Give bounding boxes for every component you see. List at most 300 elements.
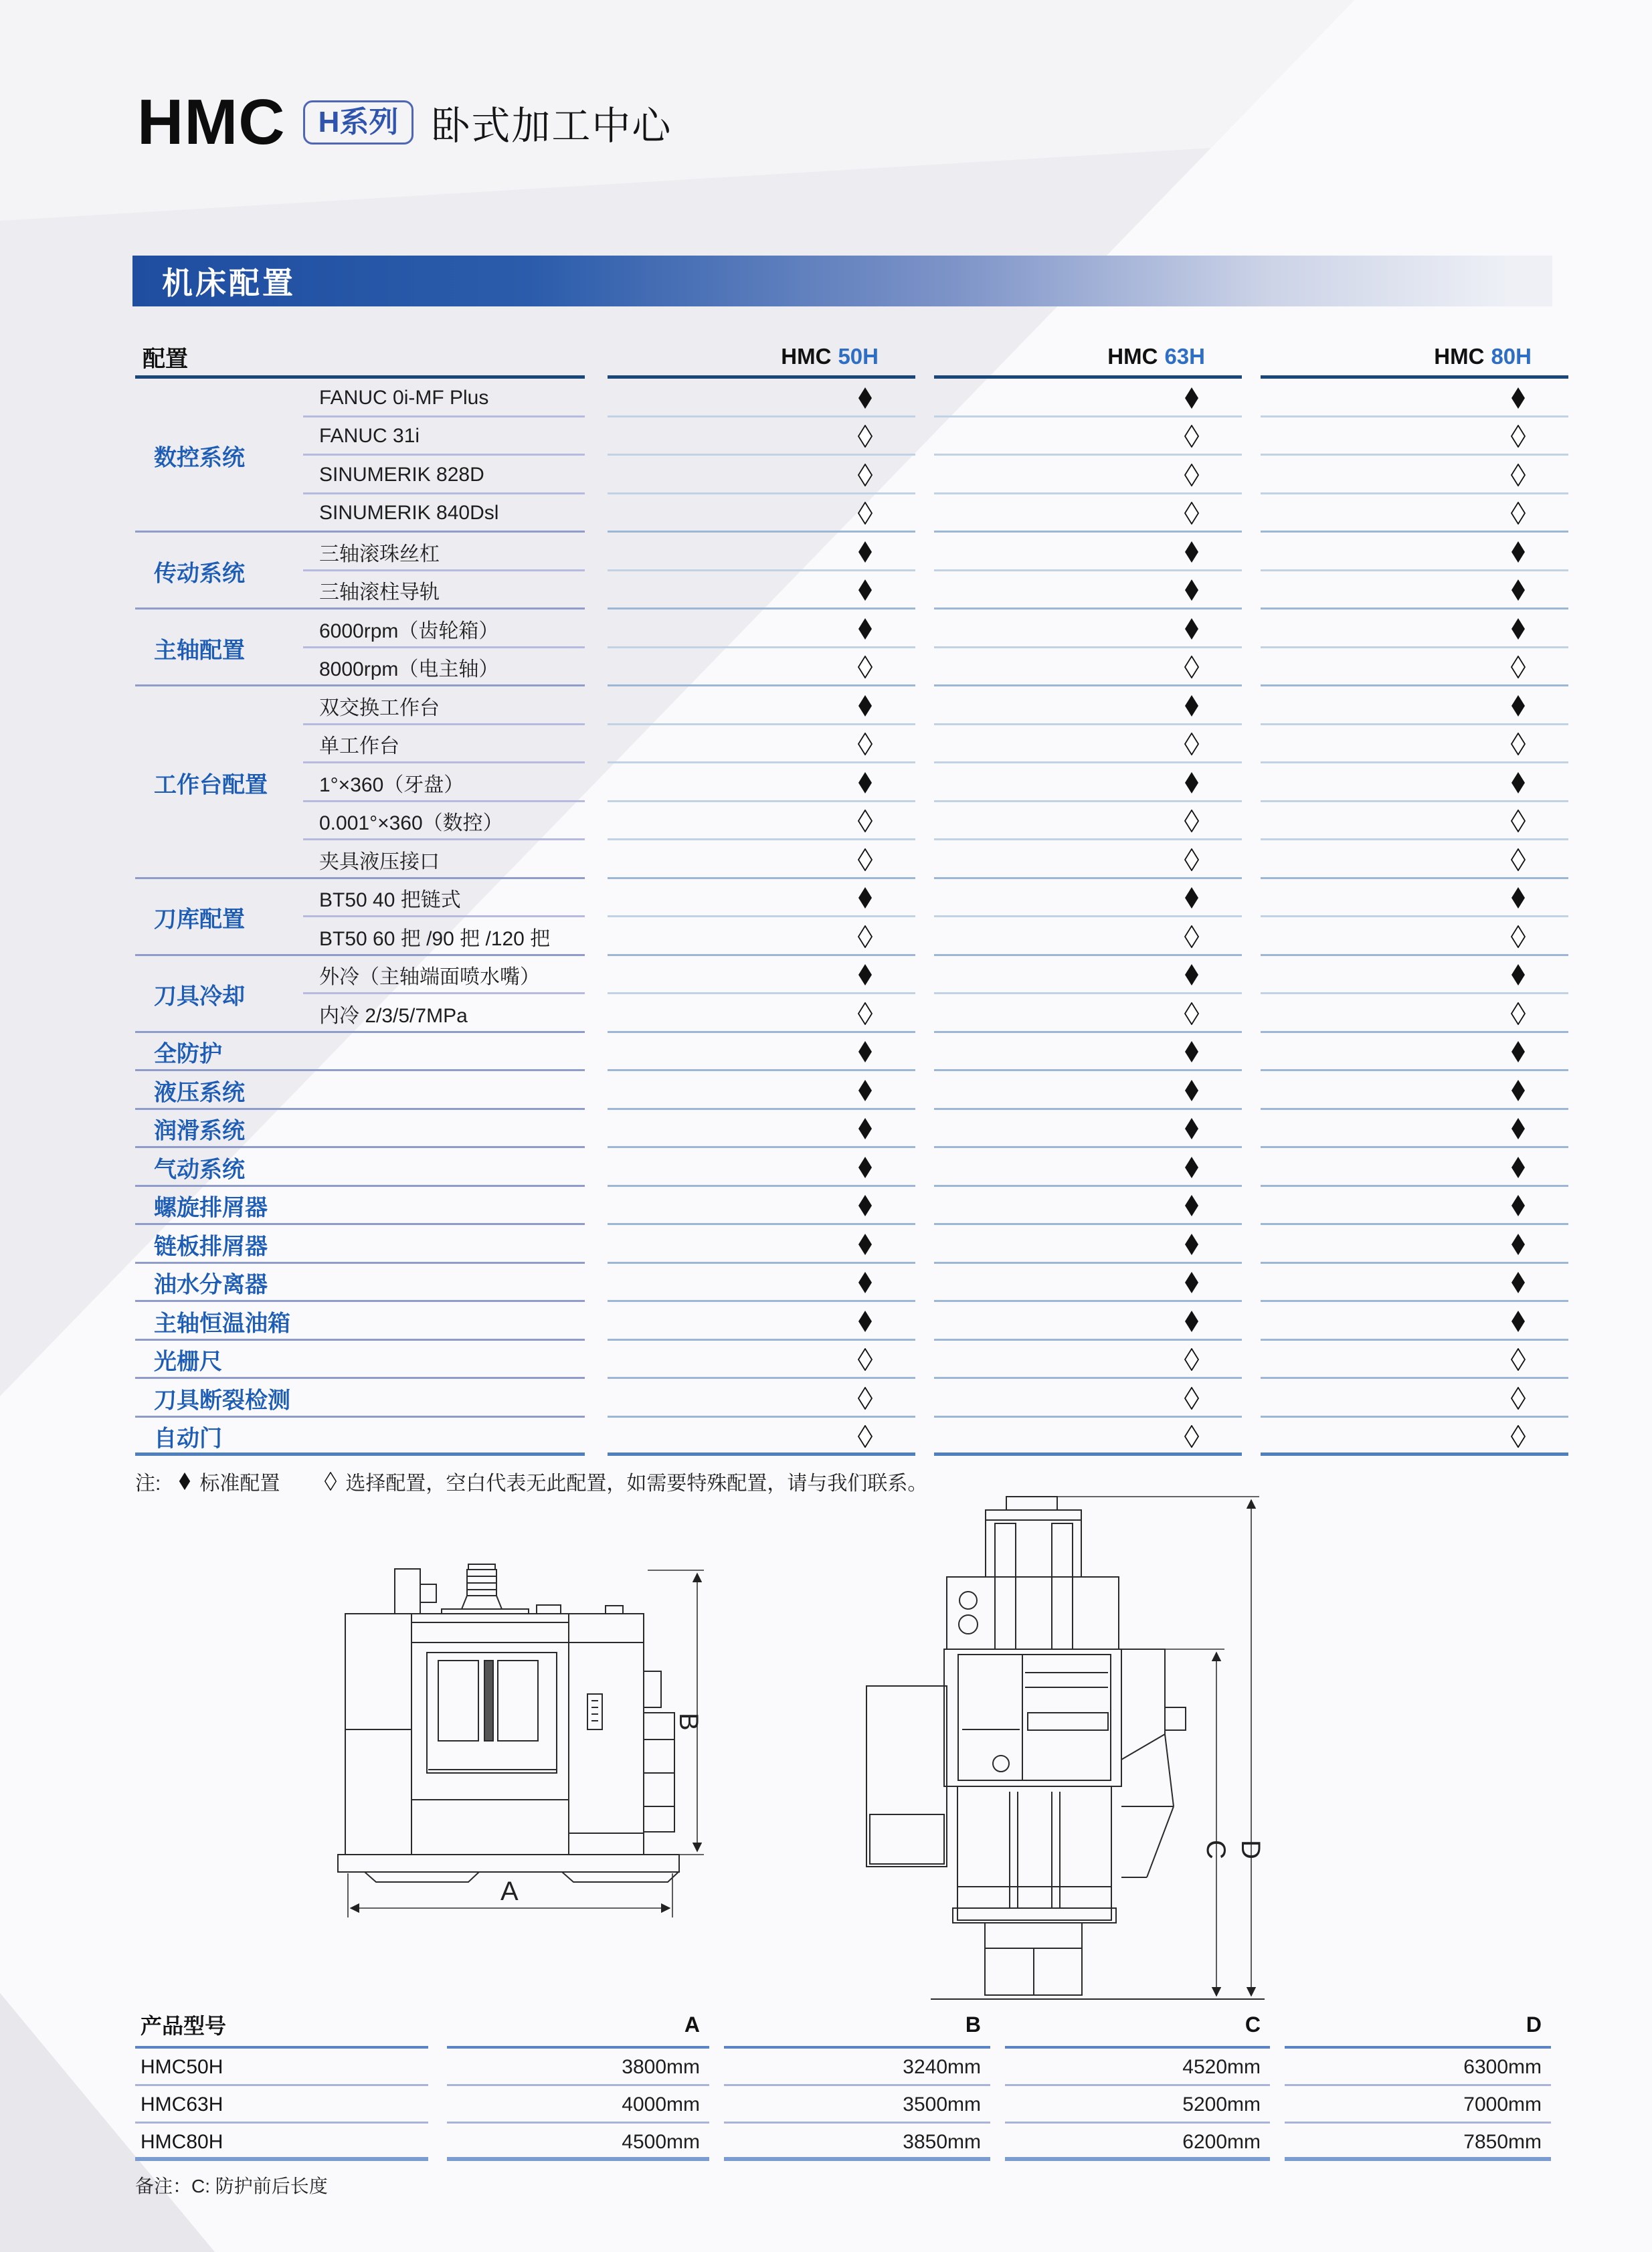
config-item-label: 双交换工作台 (319, 696, 440, 719)
standard-diamond-icon (858, 1194, 873, 1217)
config-value-cell (1261, 763, 1568, 802)
config-item-label: BT50 40 把链式 (319, 889, 461, 912)
section-title: 机床配置 (162, 266, 296, 300)
dimension-header-a: A (447, 2000, 709, 2049)
config-item-label: 外冷（主轴端面喷水嘴） (319, 966, 540, 989)
optional-diamond-icon (858, 464, 873, 486)
config-value-cell (608, 494, 915, 533)
config-category-label: 刀具冷却 (154, 983, 245, 1010)
config-row (135, 533, 1568, 571)
config-value-cell (1261, 1264, 1568, 1303)
config-category-label: 光栅尺 (154, 1349, 222, 1375)
config-value-cell (1261, 1379, 1568, 1418)
config-row (135, 648, 1568, 687)
config-value-cell (1261, 1148, 1568, 1187)
config-item-label: FANUC 31i (319, 425, 420, 448)
config-value-cell (608, 417, 915, 456)
dimension-header-d: D (1285, 2000, 1551, 2049)
config-category-label: 自动门 (154, 1426, 222, 1452)
config-row (135, 879, 1568, 918)
standard-diamond-icon (858, 771, 873, 794)
config-row (135, 763, 1568, 802)
optional-diamond-icon (1511, 1425, 1526, 1448)
optional-diamond-icon (1184, 733, 1199, 755)
config-value-cell (934, 456, 1242, 494)
config-value-cell (608, 533, 915, 571)
config-value-cell (608, 763, 915, 802)
standard-diamond-icon (1184, 1079, 1199, 1102)
config-group (135, 879, 1568, 956)
config-header-model-50h: HMC 50H (608, 335, 915, 379)
machine-drawings (294, 1469, 1298, 2014)
config-category-label: 传动系统 (154, 561, 245, 586)
config-item-label: BT50 60 把 /90 把 /120 把 (319, 927, 551, 950)
dimension-value-cell: 3240mm (724, 2049, 990, 2086)
config-value-cell (608, 571, 915, 610)
dimension-footnote: 备注：C: 防护前后长度 (135, 2176, 328, 2196)
config-row (135, 571, 1568, 610)
config-category-label: 润滑系统 (154, 1118, 245, 1144)
optional-diamond-icon (1184, 925, 1199, 948)
config-value-cell (1261, 917, 1568, 956)
optional-diamond-icon (1184, 1425, 1199, 1448)
config-value-cell (1261, 802, 1568, 841)
optional-diamond-icon (1511, 1002, 1526, 1025)
section-header-bar (132, 256, 1552, 306)
config-category-label: 主轴恒温油箱 (154, 1311, 290, 1337)
config-row (135, 1148, 1568, 1187)
optional-diamond-icon (1511, 464, 1526, 486)
standard-diamond-icon (858, 963, 873, 986)
optional-diamond-icon (1511, 656, 1526, 678)
config-header-label: 配置 (135, 335, 585, 379)
dim-label-a: A (500, 1877, 519, 1906)
config-header-model-63h: HMC 63H (934, 335, 1242, 379)
config-group (135, 1110, 1568, 1149)
config-value-cell (608, 802, 915, 841)
config-value-cell (1261, 571, 1568, 610)
config-category-label: 螺旋排屑器 (154, 1195, 268, 1221)
standard-diamond-icon (858, 1117, 873, 1140)
standard-diamond-icon (1184, 771, 1199, 794)
standard-diamond-icon (1511, 1117, 1526, 1140)
config-value-cell (934, 840, 1242, 879)
config-value-cell (1261, 994, 1568, 1033)
optional-diamond-icon (858, 425, 873, 448)
standard-diamond-icon (1511, 1194, 1526, 1217)
optional-diamond-icon (1184, 656, 1199, 678)
standard-diamond-icon (858, 1310, 873, 1333)
config-value-cell (934, 1379, 1242, 1418)
config-group (135, 1379, 1568, 1418)
dim-label-c: C (1201, 1840, 1230, 1859)
config-value-cell (934, 1341, 1242, 1380)
standard-diamond-icon (1184, 1156, 1199, 1179)
brand-logo: HMC (137, 86, 286, 158)
optional-diamond-icon (858, 1425, 873, 1448)
config-value-cell (608, 1341, 915, 1380)
dim-label-d: D (1236, 1840, 1265, 1859)
config-value-cell (608, 456, 915, 494)
config-value-cell (608, 1379, 915, 1418)
standard-diamond-icon (1511, 1271, 1526, 1294)
config-value-cell (608, 917, 915, 956)
config-value-cell (934, 1418, 1242, 1457)
standard-diamond-icon (1184, 1233, 1199, 1256)
config-item-label: 夹具液压接口 (319, 850, 440, 873)
dimension-table-header (135, 2000, 1551, 2049)
config-item-label: 8000rpm（电主轴） (319, 658, 499, 681)
config-row-label-cell (135, 840, 585, 879)
config-value-cell (608, 686, 915, 725)
dimension-value-cell: 4520mm (1005, 2049, 1270, 2086)
config-value-cell (608, 879, 915, 918)
config-item-label: 6000rpm（齿轮箱） (319, 620, 499, 642)
optional-diamond-icon (1184, 502, 1199, 525)
standard-diamond-icon (1511, 886, 1526, 909)
config-group (135, 1148, 1568, 1187)
config-value-cell (1261, 609, 1568, 648)
dimension-row (135, 2086, 1551, 2124)
optional-diamond-icon (1511, 733, 1526, 755)
config-value-cell (1261, 1071, 1568, 1110)
config-category-label: 液压系统 (154, 1080, 245, 1106)
config-item-label: 0.001°×360（数控） (319, 812, 503, 835)
standard-diamond-icon (858, 387, 873, 409)
config-value-cell (1261, 1110, 1568, 1149)
title-suffix: 卧式加工中心 (431, 104, 672, 148)
config-value-cell (1261, 494, 1568, 533)
product-dimension-table (135, 2000, 1551, 2161)
config-row (135, 1418, 1568, 1457)
standard-diamond-icon (1184, 541, 1199, 563)
legend-optional-label: 选择配置，空白代表无此配置，如需要特殊配置，请与我们联系。 (345, 1473, 928, 1495)
standard-diamond-icon (1184, 886, 1199, 909)
standard-diamond-icon (1184, 579, 1199, 601)
config-value-cell (934, 533, 1242, 571)
standard-diamond-icon (858, 886, 873, 909)
config-row (135, 1379, 1568, 1418)
config-value-cell (934, 1264, 1242, 1303)
config-value-cell (934, 725, 1242, 764)
config-value-cell (934, 1225, 1242, 1264)
standard-diamond-icon (1511, 1040, 1526, 1063)
config-group (135, 1341, 1568, 1380)
optional-diamond-icon (1511, 1348, 1526, 1371)
optional-diamond-icon (1184, 1348, 1199, 1371)
config-item-label: FANUC 0i-MF Plus (319, 386, 489, 409)
standard-diamond-icon (858, 1271, 873, 1294)
config-row (135, 917, 1568, 956)
standard-diamond-icon (1184, 1310, 1199, 1333)
dimension-header-model: 产品型号 (135, 2000, 428, 2049)
config-item-label: 1°×360（牙盘） (319, 773, 464, 796)
config-value-cell (934, 571, 1242, 610)
config-group (135, 1187, 1568, 1226)
config-table-header (135, 335, 1568, 379)
dimension-value-cell: 6300mm (1285, 2049, 1551, 2086)
config-row (135, 1264, 1568, 1303)
optional-diamond-icon (1511, 502, 1526, 525)
standard-diamond-icon (1184, 694, 1199, 717)
config-value-cell (1261, 1187, 1568, 1226)
config-category-label: 链板排屑器 (154, 1234, 268, 1260)
dimension-value-cell: 3800mm (447, 2049, 709, 2086)
optional-diamond-icon (1511, 425, 1526, 448)
config-value-cell (1261, 1341, 1568, 1380)
config-value-cell (1261, 1302, 1568, 1341)
config-row (135, 956, 1568, 995)
config-item-label: 三轴滚柱导轨 (319, 581, 440, 604)
optional-diamond-icon (1184, 1387, 1199, 1410)
config-row (135, 417, 1568, 456)
optional-diamond-icon (1511, 810, 1526, 832)
config-value-cell (608, 840, 915, 879)
standard-diamond-icon (1184, 1194, 1199, 1217)
config-row (135, 1225, 1568, 1264)
standard-diamond-icon (1511, 387, 1526, 409)
page-title (137, 86, 672, 159)
config-row-label-cell (135, 686, 585, 725)
config-group (135, 1071, 1568, 1110)
config-item-label: 三轴滚珠丝杠 (319, 543, 440, 565)
config-item-label: SINUMERIK 840Dsl (319, 502, 499, 525)
dimension-table-body (135, 2049, 1551, 2161)
config-group (135, 1418, 1568, 1457)
config-value-cell (934, 494, 1242, 533)
config-value-cell (934, 686, 1242, 725)
config-row (135, 456, 1568, 494)
standard-diamond-icon (858, 579, 873, 601)
standard-diamond-icon (858, 1040, 873, 1063)
dimension-header-b: B (724, 2000, 990, 2049)
config-value-cell (1261, 686, 1568, 725)
optional-diamond-icon (1184, 810, 1199, 832)
optional-diamond-icon (858, 1002, 873, 1025)
standard-diamond-icon (1184, 1040, 1199, 1063)
standard-diamond-icon (858, 694, 873, 717)
dimension-model-cell: HMC50H (135, 2049, 428, 2086)
config-value-cell (608, 1071, 915, 1110)
config-value-cell (608, 1110, 915, 1149)
config-value-cell (608, 609, 915, 648)
config-value-cell (1261, 533, 1568, 571)
config-row (135, 494, 1568, 533)
config-value-cell (608, 379, 915, 417)
config-value-cell (934, 956, 1242, 995)
config-value-cell (608, 1033, 915, 1072)
standard-diamond-icon (178, 1472, 191, 1491)
standard-diamond-icon (858, 1079, 873, 1102)
config-value-cell (934, 994, 1242, 1033)
config-value-cell (1261, 879, 1568, 918)
config-category-label: 全防护 (154, 1041, 222, 1067)
legend-standard-label: 标准配置 (199, 1473, 280, 1495)
dimension-drawings-svg (294, 1469, 1298, 2010)
config-group (135, 1264, 1568, 1303)
config-row (135, 1341, 1568, 1380)
config-group (135, 1033, 1568, 1072)
dim-label-b: B (674, 1713, 703, 1731)
config-row-label-cell (135, 379, 585, 417)
config-value-cell (608, 725, 915, 764)
config-value-cell (934, 609, 1242, 648)
config-group (135, 686, 1568, 879)
dimension-value-cell: 3850mm (724, 2124, 990, 2161)
legend-prefix: 注: (135, 1473, 161, 1495)
optional-diamond-icon (858, 810, 873, 832)
config-value-cell (1261, 648, 1568, 687)
config-value-cell (934, 879, 1242, 918)
config-value-cell (934, 917, 1242, 956)
config-value-cell (608, 1225, 915, 1264)
dimension-model-cell: HMC63H (135, 2086, 428, 2124)
dimension-value-cell: 7850mm (1285, 2124, 1551, 2161)
standard-diamond-icon (1511, 1233, 1526, 1256)
standard-diamond-icon (1511, 579, 1526, 601)
config-category-label: 刀具断裂检测 (154, 1388, 290, 1414)
optional-diamond-icon (1184, 848, 1199, 871)
optional-diamond-icon (858, 848, 873, 871)
standard-diamond-icon (1184, 618, 1199, 640)
standard-diamond-icon (1184, 963, 1199, 986)
standard-diamond-icon (1184, 387, 1199, 409)
config-item-label: SINUMERIK 828D (319, 463, 484, 486)
config-item-label: 单工作台 (319, 735, 399, 758)
config-value-cell (1261, 1418, 1568, 1457)
config-row (135, 840, 1568, 879)
config-row-label-cell (135, 725, 585, 764)
config-category-label: 气动系统 (154, 1157, 245, 1183)
standard-diamond-icon (1511, 771, 1526, 794)
config-value-cell (608, 994, 915, 1033)
config-value-cell (608, 1418, 915, 1457)
config-value-cell (934, 802, 1242, 841)
config-value-cell (1261, 417, 1568, 456)
config-value-cell (1261, 956, 1568, 995)
dimension-value-cell: 6200mm (1005, 2124, 1270, 2161)
config-row-label-cell (135, 494, 585, 533)
dimension-row (135, 2049, 1551, 2086)
config-row (135, 1187, 1568, 1226)
optional-diamond-icon (858, 502, 873, 525)
config-value-cell (608, 1148, 915, 1187)
config-value-cell (608, 1302, 915, 1341)
standard-diamond-icon (858, 541, 873, 563)
config-value-cell (608, 648, 915, 687)
config-header-model-80h: HMC 80H (1261, 335, 1568, 379)
optional-diamond-icon (1511, 1387, 1526, 1410)
dimension-value-cell: 5200mm (1005, 2086, 1270, 2124)
config-value-cell (934, 1110, 1242, 1149)
config-row (135, 1071, 1568, 1110)
optional-diamond-icon (858, 656, 873, 678)
standard-diamond-icon (858, 1233, 873, 1256)
config-category-label: 刀库配置 (154, 907, 245, 933)
config-value-cell (934, 379, 1242, 417)
standard-diamond-icon (1511, 1079, 1526, 1102)
config-value-cell (934, 1148, 1242, 1187)
optional-diamond-icon (1511, 925, 1526, 948)
optional-diamond-icon (858, 1348, 873, 1371)
standard-diamond-icon (1511, 694, 1526, 717)
config-value-cell (608, 1264, 915, 1303)
machine-config-table (135, 335, 1568, 1456)
dimension-value-cell: 4000mm (447, 2086, 709, 2124)
right-dimension-lines (1057, 1497, 1259, 1996)
config-value-cell (1261, 1033, 1568, 1072)
optional-diamond-icon (858, 925, 873, 948)
standard-diamond-icon (1184, 1117, 1199, 1140)
standard-diamond-icon (858, 1156, 873, 1179)
config-category-label: 油水分离器 (154, 1272, 268, 1298)
standard-diamond-icon (858, 618, 873, 640)
config-value-cell (934, 1071, 1242, 1110)
config-group (135, 379, 1568, 533)
config-value-cell (934, 1033, 1242, 1072)
config-category-label: 数控系统 (154, 445, 245, 471)
config-row (135, 686, 1568, 725)
config-category-label: 工作台配置 (154, 772, 268, 798)
config-row (135, 1302, 1568, 1341)
config-group (135, 956, 1568, 1033)
config-row (135, 379, 1568, 417)
optional-diamond-icon (1511, 848, 1526, 871)
config-row (135, 1110, 1568, 1149)
config-row-label-cell (135, 802, 585, 841)
dimension-value-cell: 3500mm (724, 2086, 990, 2124)
left-machine-drawing (338, 1564, 679, 1882)
config-value-cell (934, 1302, 1242, 1341)
right-machine-drawing (866, 1497, 1265, 1999)
optional-diamond-icon (858, 733, 873, 755)
config-row (135, 609, 1568, 648)
config-value-cell (1261, 379, 1568, 417)
config-row (135, 994, 1568, 1033)
standard-diamond-icon (1511, 1156, 1526, 1179)
config-row (135, 802, 1568, 841)
config-value-cell (934, 417, 1242, 456)
config-group (135, 533, 1568, 609)
config-value-cell (934, 1187, 1242, 1226)
config-value-cell (608, 1187, 915, 1226)
standard-diamond-icon (1511, 963, 1526, 986)
optional-diamond-icon (1184, 464, 1199, 486)
config-value-cell (1261, 456, 1568, 494)
config-row (135, 725, 1568, 764)
standard-diamond-icon (1184, 1271, 1199, 1294)
config-row (135, 1033, 1568, 1072)
dimension-header-c: C (1005, 2000, 1270, 2049)
optional-diamond-icon (858, 1387, 873, 1410)
config-value-cell (608, 956, 915, 995)
config-group (135, 609, 1568, 686)
config-group (135, 1225, 1568, 1264)
config-item-label: 内冷 2/3/5/7MPa (319, 1004, 468, 1027)
standard-diamond-icon (1511, 1310, 1526, 1333)
dimension-value-cell: 7000mm (1285, 2086, 1551, 2124)
dimension-value-cell: 4500mm (447, 2124, 709, 2161)
dimension-row (135, 2124, 1551, 2161)
config-value-cell (1261, 840, 1568, 879)
dimension-model-cell: HMC80H (135, 2124, 428, 2161)
config-value-cell (934, 763, 1242, 802)
series-badge: H系列 (303, 100, 414, 145)
config-group (135, 1302, 1568, 1341)
optional-diamond-icon (1184, 425, 1199, 448)
config-category-label: 主轴配置 (154, 638, 245, 663)
standard-diamond-icon (1511, 541, 1526, 563)
